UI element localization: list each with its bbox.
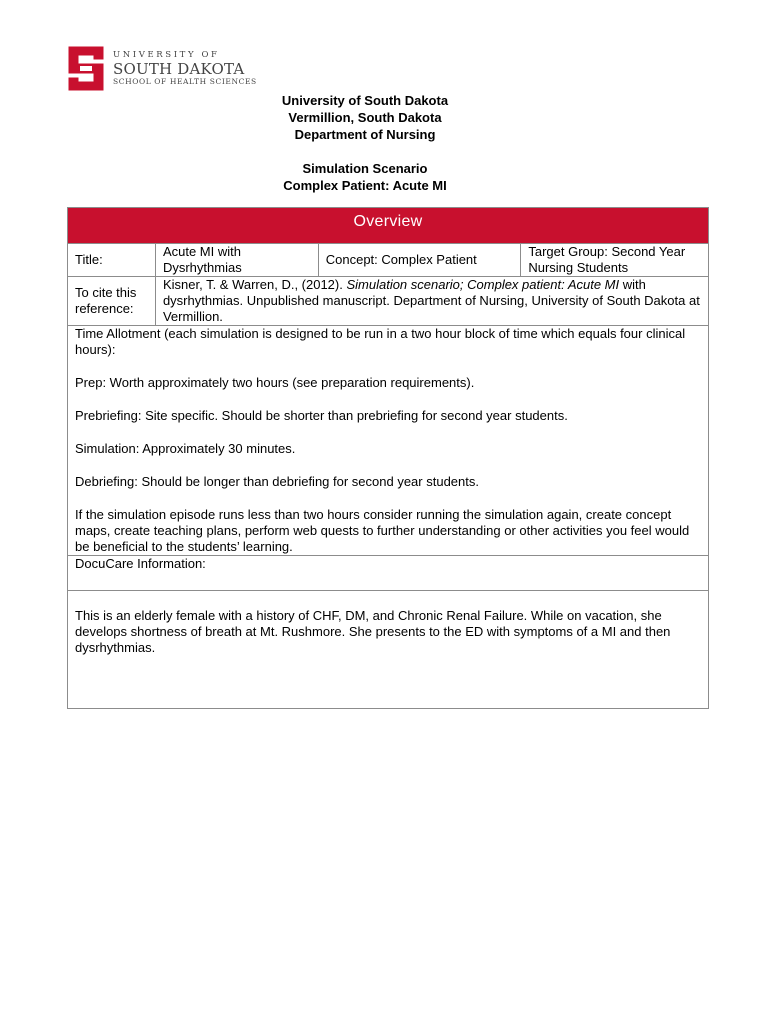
prebriefing-text: Prebriefing: Site specific. Should be shorter than prebriefing for second year students. <box>75 408 568 423</box>
university-name: University of South Dakota <box>281 93 449 108</box>
university-location: Vermillion, South Dakota <box>288 110 442 125</box>
extra-activities-text: If the simulation episode runs less than two hours consider running the simulation again, create concept maps, create teaching plans, perform web quests to further understanding or other activities you feel would be beneficial to the students’ learning. <box>75 507 690 554</box>
overview-table <box>67 207 709 709</box>
prep-text: Prep: Worth approximately two hours (see preparation requirements). <box>75 375 475 390</box>
target-group-cell: Target Group: Second Year Nursing Students <box>521 244 709 277</box>
time-allotment-cell <box>68 326 709 556</box>
citation-authors: Kisner, T. & Warren, D., (2012). <box>162 277 347 292</box>
scenario-label: Simulation Scenario <box>302 161 428 176</box>
citation-cell <box>155 277 708 326</box>
scenario-title: Complex Patient: Acute MI <box>283 178 447 193</box>
cite-label: To cite this reference: <box>68 277 156 326</box>
citation-title: Simulation scenario; Complex patient: Acute MI <box>346 277 620 292</box>
time-allotment-text: Time Allotment (each simulation is designed to be run in a two hour block of time which equals four clinical hours): <box>75 326 686 357</box>
title-value: Acute MI with Dysrhythmias <box>155 244 318 277</box>
logo-line-school: SCHOOL OF HEALTH SCIENCES <box>113 77 257 86</box>
debriefing-text: Debriefing: Should be longer than debriefing for second year students. <box>75 474 479 489</box>
usd-logo <box>66 44 266 94</box>
docucare-cell: DocuCare Information: <box>68 556 709 591</box>
overview-heading: Overview <box>68 208 709 244</box>
title-label: Title: <box>68 244 156 277</box>
logo-line-south-dakota: SOUTH DAKOTA <box>113 60 245 78</box>
document-header <box>0 92 730 194</box>
logo-text <box>113 50 257 87</box>
department-name: Department of Nursing <box>294 127 436 142</box>
usd-logo-mark <box>66 44 106 94</box>
citation-rest: with dysrhythmias. Unpublished manuscript. Department of Nursing, University of South Dakota at Vermillion. <box>162 277 700 324</box>
concept-cell: Concept: Complex Patient <box>318 244 521 277</box>
simulation-text: Simulation: Approximately 30 minutes. <box>75 441 296 456</box>
logo-line-university-of: UNIVERSITY OF <box>113 50 220 60</box>
patient-summary-cell: This is an elderly female with a history of CHF, DM, and Chronic Renal Failure. While on vacation, she develops shortness of breath at Mt. Rushmore. She presents to the ED with symptoms of a MI and then dysrhythmias. <box>68 591 709 709</box>
